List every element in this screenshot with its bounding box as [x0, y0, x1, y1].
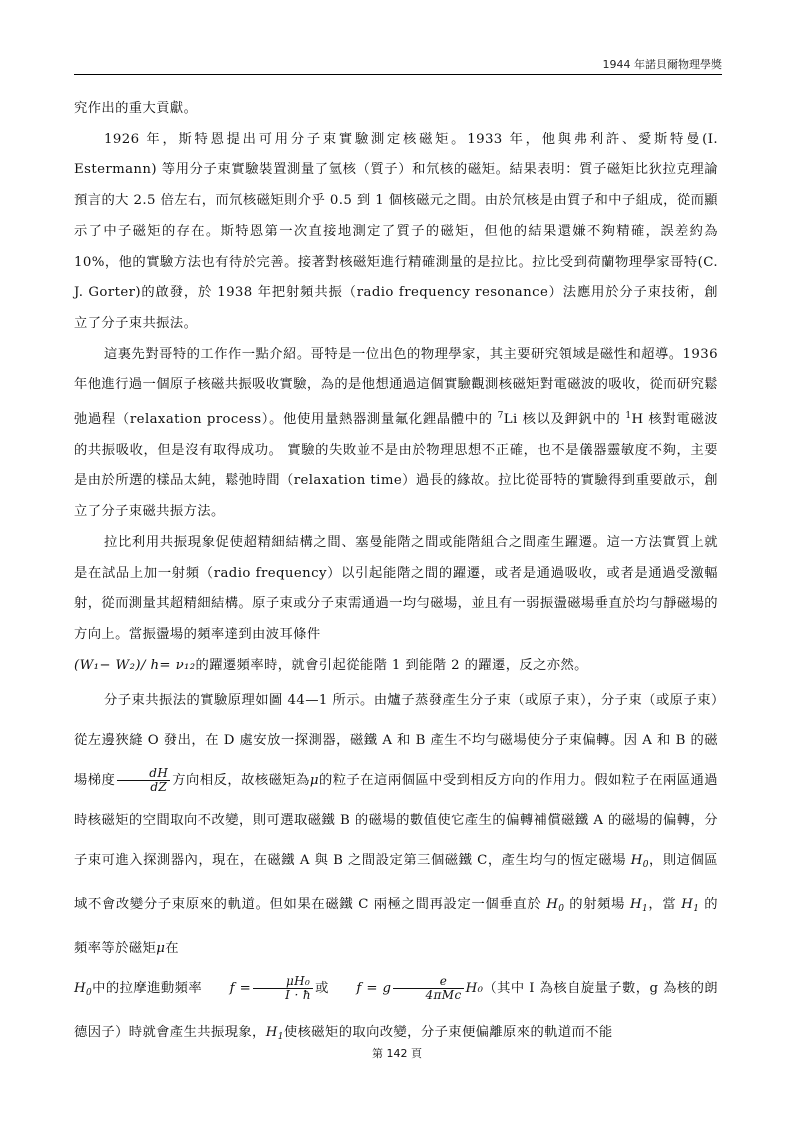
- h1-symbol: H: [630, 897, 643, 913]
- h1-symbol-2: H: [681, 897, 694, 913]
- h0-symbol-2: H: [546, 897, 559, 913]
- h-superscript: 1: [625, 411, 632, 422]
- formula-1-fraction: [253, 975, 313, 1002]
- formula-2-numerator: e: [393, 975, 463, 989]
- or-text: 或: [315, 981, 329, 997]
- mu-symbol: μ: [309, 773, 319, 789]
- paragraph-5-after: （其中 I 為核自旋量子數，g 為核的朗德因子）時就會產生共振現象，: [74, 981, 719, 1041]
- formula-2-denominator: 4πMc: [425, 988, 462, 1003]
- paragraph-4-rest: 的躍遷頻率時，就會引起從能階 1 到能階 2 的躍遷，反之亦然。: [195, 657, 588, 673]
- paragraph-5-text-7: 在: [165, 941, 179, 957]
- li-superscript: 7: [497, 411, 504, 422]
- body-text: [74, 94, 718, 1057]
- paragraph-4-start: 拉比利用共振現象促使超精細結構之間、塞曼能階之間或能階組合之間產生躍遷。這一方法實質上就是在試品上加一射頻（radio frequency）以引起能階之間的躍遷，或者是通過吸收，或者是通過受激輻射，從而測量其超精細結構。原子束或分子束需通過一均勻磁場，並且有一弱振盪磁場垂直於均勻靜磁場的方向上。當振盪場的頻率達到由波耳條件: [74, 534, 718, 642]
- gradient-fraction: [117, 767, 170, 794]
- paragraph-5: 分子束共振法的實驗原理如圖 44—1 所示。由爐子蒸發產生分子束（或原子束），分子束（或原子束）從左邊狹縫 O 發出，在 D 處安放一探測器，磁鐵 A 和 B 產生不均勻磁場使分子束偏轉。因 A 和 B 的磁場梯度 $\frac{dH}{dZ}$ 方向相反，故核磁矩為μ的粒子在這兩個區中受到相反方向的作用力。假如粒子在兩區通過時核磁矩的空間取向不改變，則可選取磁鐵 B 的磁場的數值使它產生的偏轉補償磁鐵 A 的磁場的偏轉，分子束可進入探測器內，現在，在磁鐵 A 與 B 之間設定第三個磁鐵 C，產生均勻的恆定磁場 $H_0$，則這個區域不會改變分子束原來的軌道。但如果在磁鐵 C 兩極之間再設定一個垂直於 $H_0$ 的射頻場 $H_1$，當 $H_1$ 的頻率等於磁矩μ在 $H_0$中的拉摩進動頻率 f = $\frac{\text{μH₀}}{I \cdot ħ}$ 或 f = g $\frac{e}{\text{4πMc}}$ H₀（其中 I 為核自旋量子數，g 為核的朗德因子）時就會產生共振現象，$H_1$使核磁矩的取向改變，分子束便偏離原來的軌道而不能: [74, 693, 719, 1043]
- paragraph-3-start: 這裏先對哥特的工作作一點介紹。哥特是一位出色的物理學家，其主要研究領域是磁性和超導。1936 年他進行過一個原子核磁共振吸收實驗，為的是他想通過這個實驗觀測核磁矩對電磁波的吸收，從而研究鬆弛過程（relaxation process）。他使用量熱器測量氟化鋰晶體中的: [74, 346, 718, 428]
- gradient-denominator: dZ: [150, 780, 168, 795]
- gradient-numerator: dH: [117, 767, 170, 781]
- paragraph-5-text-5: ，當: [648, 897, 682, 913]
- paragraph-5-text-1: 方向相反，故核磁矩為: [172, 773, 310, 789]
- page-number: 第 142 頁: [372, 1047, 422, 1060]
- formula-2-fraction: [393, 975, 463, 1002]
- larmor-text: 中的拉摩進動頻率: [92, 981, 203, 997]
- running-header: 1944 年諾貝爾物理學獎: [602, 58, 722, 71]
- paragraph-4: [74, 528, 718, 682]
- formula-2-tail: H₀: [465, 981, 484, 997]
- paragraph-5-text-6: 的頻率等於磁矩: [74, 897, 718, 957]
- paragraph-1: 究作出的重大貢獻。: [74, 101, 198, 116]
- paragraph-3-rest: H 核對電磁波的共振吸收，但是沒有取得成功。 實驗的失敗並不是由於物理思想不正確，也不是儀器靈敏度不夠，主要是由於所選的樣品太純，鬆弛時間（relaxation time）過長的緣故。拉比從哥特的實驗得到重要啟示，創立了分子束磁共振方法。: [74, 412, 718, 520]
- bohr-condition-formula: (W₁− W₂)/ h= ν₁₂: [74, 657, 196, 673]
- li-text: Li 核以及鉀釩中的: [503, 412, 621, 428]
- paragraph-5-text-4: 的射頻場: [564, 897, 631, 913]
- mu-symbol-2: μ: [156, 941, 166, 957]
- paragraph-5-text-2: 的粒子在這兩個區中受到相反方向的作用力。假如粒子在兩區通過時核磁矩的空間取向不改變，則可選取磁鐵 B 的磁場的數值使它產生的偏轉補償磁鐵 A 的磁場的偏轉，分子束可進入探測器內，現在，在磁鐵 A 與 B 之間設定第三個磁鐵 C，產生均勻的恆定磁場: [74, 773, 718, 869]
- paragraph-2: 1926 年，斯特恩提出可用分子束實驗測定核磁矩。1933 年，他與弗利許、愛斯特曼(I. Estermann) 等用分子束實驗裝置測量了氫核（質子）和氘核的磁矩。結果表明：質子磁矩比狄拉克理論預言的大 2.5 倍左右，而氘核磁矩則介乎 0.5 到 1 個核磁元之間。由於氘核是由質子和中子組成，從而顯示了中子磁矩的存在。斯特恩第一次直接地測定了質子的磁矩，但他的結果還嫌不夠精確，誤差約為 10%，他的實驗方法也有待於完善。接著對核磁矩進行精確測量的是拉比。拉比受到荷蘭物理學家哥特(C. J. Gorter)的啟發，於 1938 年把射頻共振（radio frequency resonance）法應用於分子束技術，創立了分子束共振法。: [74, 131, 718, 331]
- h1-symbol-3: H: [265, 1025, 278, 1041]
- paragraph-5-after-2: 使核磁矩的取向改變，分子束便偏離原來的軌道而不能: [283, 1025, 613, 1041]
- paragraph-5-text-3: ，則這個區域不會改變分子束原來的軌道。但如果在磁鐵 C 兩極之間再設定一個垂直於: [74, 853, 718, 913]
- h0-symbol-3: H: [74, 981, 86, 997]
- formula-1-numerator: μH₀: [253, 975, 313, 989]
- paragraph-5-start: 分子束共振法的實驗原理如圖 44—1 所示。由爐子蒸發產生分子束（或原子束），分子束（或原子束）從左邊狹縫 O 發出，在 D 處安放一探測器，磁鐵 A 和 B 產生不均勻磁場使分子束偏轉。因 A 和 B 的磁場梯度: [74, 693, 718, 789]
- formula-1-denominator: I · ħ: [285, 988, 312, 1003]
- formula-1-lhs: f =: [229, 981, 252, 997]
- header-rule: [74, 74, 722, 75]
- formula-2-lhs: f = g: [356, 981, 392, 997]
- paragraph-3: [74, 340, 718, 528]
- h0-symbol: H: [630, 853, 643, 869]
